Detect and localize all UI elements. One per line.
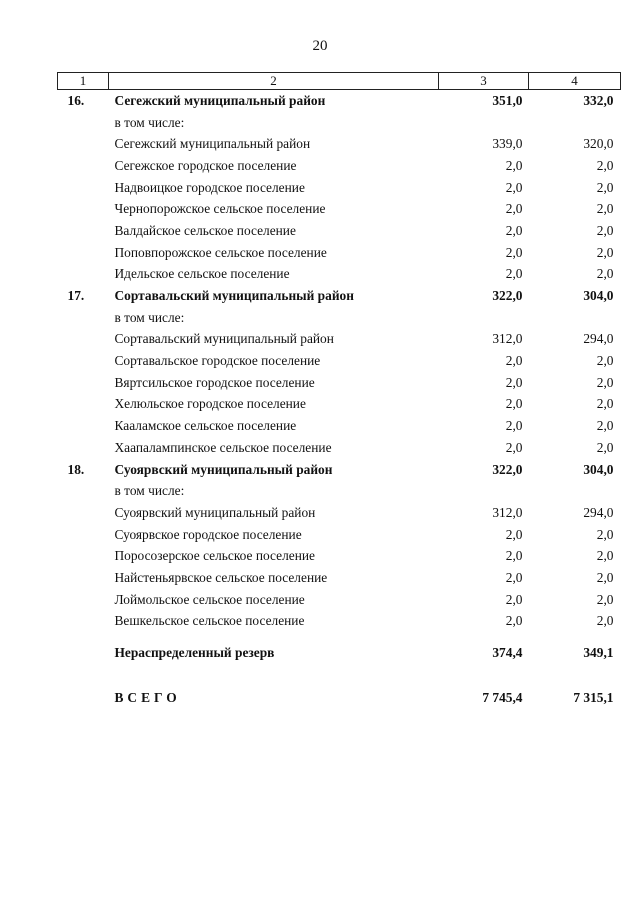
spacer xyxy=(529,664,621,687)
district-name: Сортавальский муниципальный район xyxy=(114,288,354,304)
allocation-table xyxy=(57,72,621,709)
empty-cell xyxy=(58,480,109,502)
district-row xyxy=(58,285,621,307)
table-row xyxy=(58,567,621,589)
settlement-name: Поросозерское сельское поселение xyxy=(114,548,315,564)
spacer-row xyxy=(58,664,621,687)
settlement-value-col4: 2,0 xyxy=(596,201,614,217)
settlement-value-col4: 2,0 xyxy=(596,222,614,238)
empty-cell xyxy=(58,350,109,372)
empty-cell xyxy=(58,198,109,220)
settlement-name: Суоярвское городское поселение xyxy=(114,526,302,542)
empty-cell xyxy=(58,524,109,546)
district-row xyxy=(58,90,621,112)
empty-cell xyxy=(58,242,109,264)
subheading-label: в том числе: xyxy=(114,114,185,130)
settlement-value-col3: 2,0 xyxy=(505,266,523,282)
reserve-row xyxy=(58,642,621,664)
district-value-col3: 322,0 xyxy=(492,461,523,477)
settlement-value-col3: 2,0 xyxy=(505,157,523,173)
district-value-col4: 304,0 xyxy=(583,461,614,477)
empty-cell xyxy=(58,394,109,416)
empty-cell xyxy=(58,687,109,709)
table-row xyxy=(58,133,621,155)
spacer xyxy=(58,632,109,642)
settlement-value-col4: 2,0 xyxy=(596,266,614,282)
district-number: 18. xyxy=(67,461,85,477)
empty-cell xyxy=(58,372,109,394)
settlement-name: Чернопорожское сельское поселение xyxy=(114,201,326,217)
reserve-value-col3: 374,4 xyxy=(492,645,523,661)
subheading-row xyxy=(58,480,621,502)
page-number: 20 xyxy=(312,38,328,54)
settlement-value-col4: 2,0 xyxy=(596,179,614,195)
settlement-name: Идельское сельское поселение xyxy=(114,266,290,282)
empty-cell xyxy=(529,480,621,502)
settlement-value-col4: 2,0 xyxy=(596,569,614,585)
settlement-name: Вешкельское сельское поселение xyxy=(114,613,305,629)
empty-cell xyxy=(58,220,109,242)
settlement-value-col3: 2,0 xyxy=(505,222,523,238)
settlement-value-col3: 2,0 xyxy=(505,201,523,217)
settlement-value-col3: 2,0 xyxy=(505,548,523,564)
table-row xyxy=(58,502,621,524)
table-row xyxy=(58,264,621,286)
subheading-row xyxy=(58,112,621,134)
settlement-value-col4: 2,0 xyxy=(596,353,614,369)
settlement-value-col3: 2,0 xyxy=(505,569,523,585)
empty-cell xyxy=(58,545,109,567)
settlement-value-col4: 320,0 xyxy=(583,136,614,152)
settlement-value-col3: 312,0 xyxy=(492,504,523,520)
settlement-name: Сегежский муниципальный район xyxy=(114,136,311,152)
empty-cell xyxy=(58,642,109,664)
settlement-value-col4: 294,0 xyxy=(583,331,614,347)
settlement-value-col4: 2,0 xyxy=(596,396,614,412)
empty-cell xyxy=(529,112,621,134)
empty-cell xyxy=(58,112,109,134)
settlement-value-col4: 2,0 xyxy=(596,374,614,390)
settlement-name: Сегежское городское поселение xyxy=(114,157,297,173)
table-row xyxy=(58,524,621,546)
empty-cell xyxy=(58,437,109,459)
empty-cell xyxy=(58,177,109,199)
settlement-value-col4: 2,0 xyxy=(596,548,614,564)
empty-cell xyxy=(58,329,109,351)
settlement-value-col4: 2,0 xyxy=(596,439,614,455)
column-header-1: 1 xyxy=(58,73,109,90)
settlement-value-col4: 2,0 xyxy=(596,526,614,542)
settlement-value-col4: 2,0 xyxy=(596,157,614,173)
settlement-value-col3: 2,0 xyxy=(505,591,523,607)
reserve-label: Нераспределенный резерв xyxy=(114,645,275,661)
spacer xyxy=(439,664,529,687)
settlement-value-col4: 2,0 xyxy=(596,244,614,260)
spacer xyxy=(109,632,439,642)
settlement-name: Валдайское сельское поселение xyxy=(114,222,296,238)
settlement-name: Надвоицкое городское поселение xyxy=(114,179,305,195)
empty-cell xyxy=(439,480,529,502)
settlement-value-col4: 2,0 xyxy=(596,418,614,434)
settlement-value-col4: 2,0 xyxy=(596,613,614,629)
settlement-value-col3: 2,0 xyxy=(505,353,523,369)
settlement-value-col3: 2,0 xyxy=(505,526,523,542)
table-row xyxy=(58,589,621,611)
table-row xyxy=(58,155,621,177)
district-number: 16. xyxy=(67,92,85,108)
table-row xyxy=(58,350,621,372)
subheading-label: в том числе: xyxy=(114,309,185,325)
settlement-name: Хелюльское городское поселение xyxy=(114,396,306,412)
total-value-col3: 7 745,4 xyxy=(482,689,523,705)
settlement-name: Поповпорожское сельское поселение xyxy=(114,244,327,260)
settlement-value-col3: 2,0 xyxy=(505,374,523,390)
table-row xyxy=(58,545,621,567)
district-row xyxy=(58,459,621,481)
settlement-value-col4: 2,0 xyxy=(596,591,614,607)
district-value-col3: 322,0 xyxy=(492,288,523,304)
empty-cell xyxy=(58,133,109,155)
spacer xyxy=(58,664,109,687)
district-name: Суоярвский муниципальный район xyxy=(114,461,333,477)
table-row xyxy=(58,220,621,242)
empty-cell xyxy=(58,155,109,177)
settlement-name: Хаапалампинское сельское поселение xyxy=(114,439,332,455)
table-row xyxy=(58,437,621,459)
settlement-name: Кааламское сельское поселение xyxy=(114,418,297,434)
settlement-value-col4: 294,0 xyxy=(583,504,614,520)
empty-cell xyxy=(58,264,109,286)
spacer-row xyxy=(58,632,621,642)
settlement-value-col3: 339,0 xyxy=(492,136,523,152)
spacer xyxy=(439,632,529,642)
settlement-value-col3: 2,0 xyxy=(505,244,523,260)
table-row xyxy=(58,415,621,437)
settlement-name: Сортавальское городское поселение xyxy=(114,353,321,369)
total-label: ВСЕГО xyxy=(114,689,181,705)
table-row xyxy=(58,611,621,633)
reserve-value-col4: 349,1 xyxy=(583,645,614,661)
settlement-value-col3: 2,0 xyxy=(505,439,523,455)
empty-cell xyxy=(58,567,109,589)
spacer xyxy=(529,632,621,642)
settlement-name: Найстеньярвское сельское поселение xyxy=(114,569,328,585)
table-row xyxy=(58,329,621,351)
empty-cell xyxy=(439,307,529,329)
settlement-value-col3: 2,0 xyxy=(505,613,523,629)
subheading-label: в том числе: xyxy=(114,483,185,499)
empty-cell xyxy=(439,112,529,134)
district-number: 17. xyxy=(67,288,85,304)
table-row xyxy=(58,198,621,220)
table-body xyxy=(58,90,621,709)
table-row xyxy=(58,242,621,264)
spacer xyxy=(109,664,439,687)
column-header-row xyxy=(58,73,621,90)
settlement-name: Лоймольское сельское поселение xyxy=(114,591,305,607)
district-value-col4: 332,0 xyxy=(583,92,614,108)
settlement-value-col3: 2,0 xyxy=(505,418,523,434)
table-row xyxy=(58,394,621,416)
empty-cell xyxy=(58,502,109,524)
settlement-value-col3: 2,0 xyxy=(505,179,523,195)
empty-cell xyxy=(58,611,109,633)
settlement-name: Суоярвский муниципальный район xyxy=(114,504,316,520)
total-value-col4: 7 315,1 xyxy=(573,689,614,705)
settlement-name: Сортавальский муниципальный район xyxy=(114,331,334,347)
table-row xyxy=(58,372,621,394)
subheading-row xyxy=(58,307,621,329)
empty-cell xyxy=(529,307,621,329)
empty-cell xyxy=(58,307,109,329)
empty-cell xyxy=(58,589,109,611)
table-row xyxy=(58,177,621,199)
settlement-value-col3: 312,0 xyxy=(492,331,523,347)
settlement-name: Вяртсильское городское поселение xyxy=(114,374,315,390)
district-value-col3: 351,0 xyxy=(492,92,523,108)
column-header-2: 2 xyxy=(109,73,439,90)
empty-cell xyxy=(58,415,109,437)
settlement-value-col3: 2,0 xyxy=(505,396,523,412)
column-header-3: 3 xyxy=(439,73,529,90)
district-name: Сегежский муниципальный район xyxy=(114,92,326,108)
total-row xyxy=(58,687,621,709)
district-value-col4: 304,0 xyxy=(583,288,614,304)
column-header-4: 4 xyxy=(529,73,621,90)
